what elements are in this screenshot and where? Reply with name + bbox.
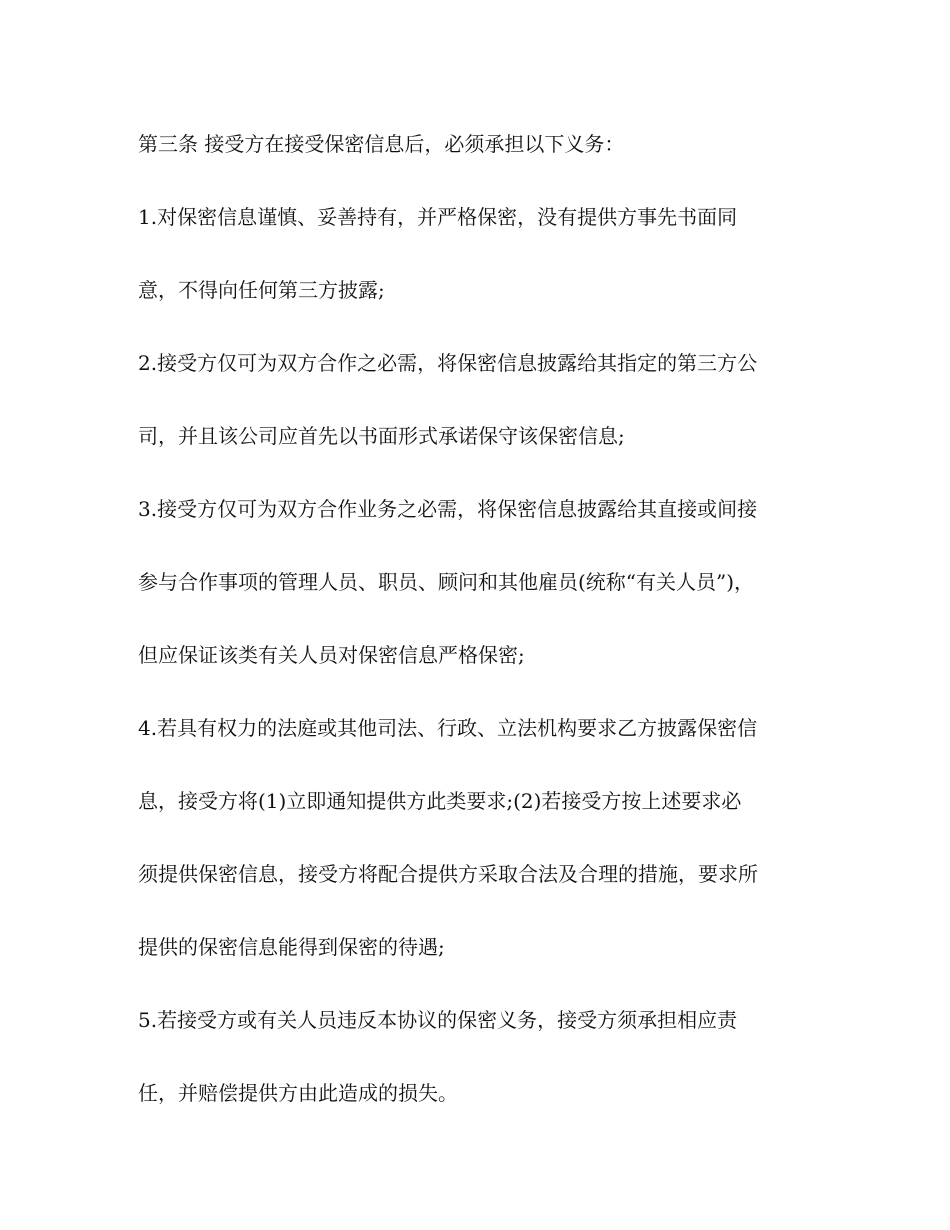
clause-4-line-1: 4.若具有权力的法庭或其他司法、行政、立法机构要求乙方披露保密信 xyxy=(138,716,758,740)
clause-2-line-1: 2.接受方仅可为双方合作之必需，将保密信息披露给其指定的第三方公 xyxy=(138,351,758,375)
clause-4-line-3: 须提供保密信息，接受方将配合提供方采取合法及合理的措施，要求所 xyxy=(138,862,758,886)
clause-3-line-1: 3.接受方仅可为双方合作业务之必需，将保密信息披露给其直接或间接 xyxy=(138,497,758,521)
clause-2-line-2: 司，并且该公司应首先以书面形式承诺保守该保密信息; xyxy=(138,424,625,448)
clause-1-line-1: 1.对保密信息谨慎、妥善持有，并严格保密，没有提供方事先书面同 xyxy=(138,205,738,229)
clause-5-line-1: 5.若接受方或有关人员违反本协议的保密义务，接受方须承担相应责 xyxy=(138,1008,738,1032)
clause-4-line-4: 提供的保密信息能得到保密的待遇; xyxy=(138,935,445,959)
clause-1-line-2: 意，不得向任何第三方披露; xyxy=(138,278,385,302)
clause-5-line-2: 任，并赔偿提供方由此造成的损失。 xyxy=(138,1081,458,1105)
article-heading: 第三条 接受方在接受保密信息后，必须承担以下义务： xyxy=(138,132,625,156)
clause-3-line-2: 参与合作事项的管理人员、职员、顾问和其他雇员(统称“有关人员”)， xyxy=(138,570,755,594)
clause-3-line-3: 但应保证该类有关人员对保密信息严格保密; xyxy=(138,643,525,667)
clause-4-line-2: 息，接受方将(1)立即通知提供方此类要求;(2)若接受方按上述要求必 xyxy=(138,789,742,813)
